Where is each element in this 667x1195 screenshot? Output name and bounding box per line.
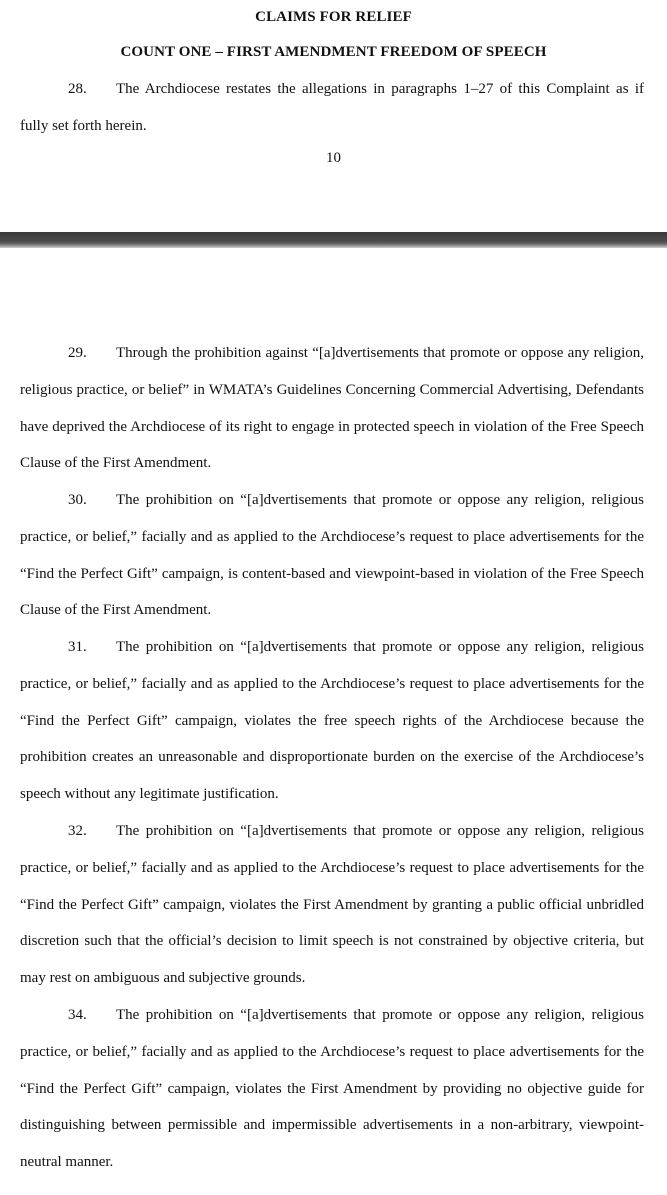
paragraph-text: The Archdiocese restates the allegations in paragraphs 1–27 of this Complaint as if fully set forth herein. [20,81,644,134]
paragraph-text: Through the prohibition against “[a]dvertisements that promote or oppose any religion, religious practice, or belief” in WMATA’s Guidelines Concerning Commercial Advertising, Defendants have deprived the Archdiocese of its right to engage in protected speech in violation of the Free Speech Clause of the First Amendment. [20,345,644,472]
paragraph-number: 30. [68,492,87,508]
paragraph-text: The prohibition on “[a]dvertisements that promote or oppose any religion, religious practice, or belief,” facially and as applied to the Archdiocese’s request to place advertisements for the “Find the Perfect Gift” campaign, violates the First Amendment by granting a public official unbridled discretion such that the official’s decision to limit speech is not constrained by objective criteria, but may rest on ambiguous and subjective grounds. [20,823,644,987]
paragraph-number: 32. [68,823,87,839]
paragraph-text: The prohibition on “[a]dvertisements that promote or oppose any religion, religious practice, or belief,” facially and as applied to the Archdiocese’s request to place advertisements for the “Find the Perfect Gift” campaign, violates the free speech rights of the Archdiocese because the prohibition creates an unreasonable and disproportionate burden on the exercise of the Archdiocese’s speech without any legitimate justification. [20,639,644,803]
paragraph-29 [20,335,644,482]
paragraph-number: 34. [68,1007,87,1023]
paragraph-text: The prohibition on “[a]dvertisements that promote or oppose any religion, religious practice, or belief,” facially and as applied to the Archdiocese’s request to place advertisements for the “Find the Perfect Gift” campaign, violates the First Amendment by providing no objective guide for distinguishing between permissible and impermissible advertisements in a non-arbitrary, viewpoint-neutral manner. [20,1007,644,1171]
page-number: 10 [326,150,341,166]
paragraph-28 [20,71,644,145]
paragraph-text: The prohibition on “[a]dvertisements that promote or oppose any religion, religious practice, or belief,” facially and as applied to the Archdiocese’s request to place advertisements for the “Find the Perfect Gift” campaign, is content-based and viewpoint-based in violation of the Free Speech Clause of the First Amendment. [20,492,644,619]
count-one-heading: COUNT ONE – FIRST AMENDMENT FREEDOM OF SPEECH [120,44,547,60]
paragraph-30 [20,482,644,629]
paragraph-number: 31. [68,639,87,655]
paragraph-34 [20,997,644,1181]
paragraph-number: 28. [68,81,87,97]
paragraph-32 [20,813,644,997]
paragraph-number: 29. [68,345,87,361]
page-break-divider [0,232,667,248]
claims-heading: CLAIMS FOR RELIEF [255,9,412,25]
paragraph-31 [20,629,644,813]
